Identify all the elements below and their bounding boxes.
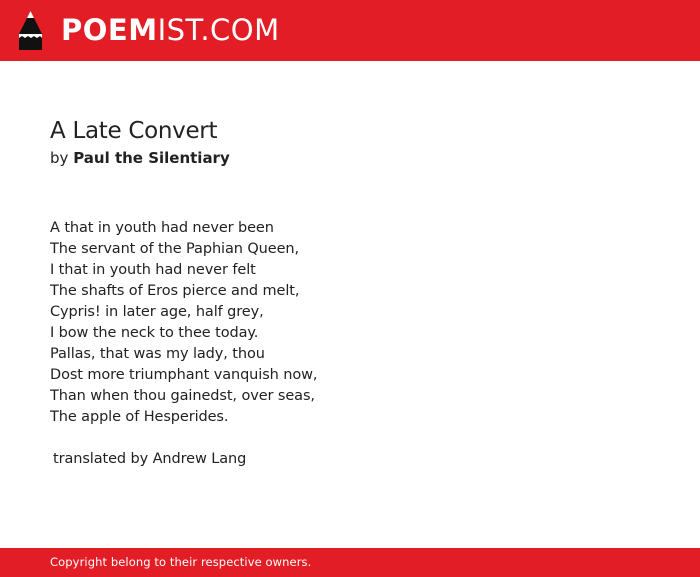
poem-title: A Late Convert	[50, 118, 218, 144]
byline	[50, 147, 650, 169]
poem-line: Cypris! in later age, half grey,	[50, 304, 264, 320]
site-footer	[0, 548, 700, 577]
poem-line: A that in youth had never been	[50, 220, 274, 236]
poem-line: Than when thou gainedst, over seas,	[50, 388, 315, 404]
poem-content	[50, 116, 650, 470]
logo-bold-text: POEM	[61, 13, 158, 47]
poem-line: The apple of Hesperides.	[50, 409, 229, 425]
poem-line: Pallas, that was my lady, thou	[50, 346, 265, 362]
poem-text	[50, 218, 650, 428]
translator-credit: translated by Andrew Lang	[53, 451, 247, 467]
poem-line: Dost more triumphant vanquish now,	[50, 367, 318, 383]
site-logo[interactable]	[61, 12, 280, 48]
author-name[interactable]: Paul the Silentiary	[73, 149, 230, 167]
poem-line: I bow the neck to thee today.	[50, 325, 259, 341]
copyright-text: Copyright belong to their respective owners.	[50, 555, 312, 569]
poem-line: The shafts of Eros pierce and melt,	[50, 283, 300, 299]
pencil-icon[interactable]	[18, 10, 43, 51]
logo-light-text: IST.COM	[157, 13, 280, 47]
poem-line: I that in youth had never felt	[50, 262, 256, 278]
poem-line: The servant of the Paphian Queen,	[50, 241, 299, 257]
site-header	[0, 0, 700, 61]
byline-prefix: by	[50, 149, 69, 167]
